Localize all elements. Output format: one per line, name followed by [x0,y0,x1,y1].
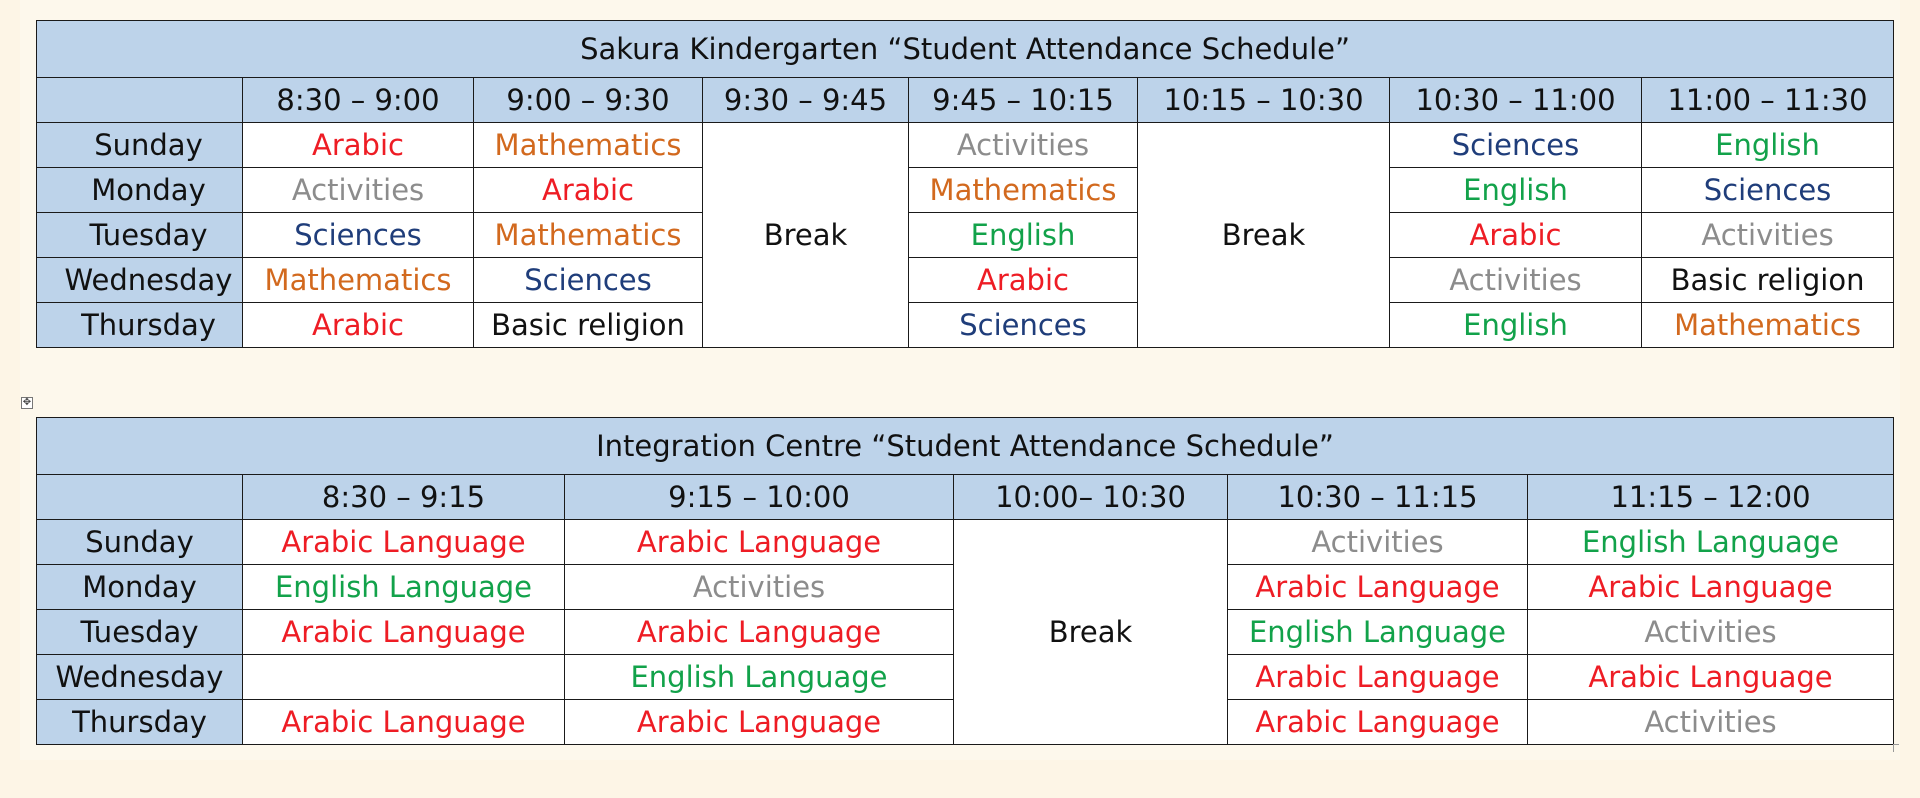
day-label[interactable]: Thursday [37,700,243,745]
subject-cell[interactable]: Basic religion [474,303,703,348]
break-cell[interactable]: Break [703,123,909,348]
subject-cell[interactable]: English [1390,168,1642,213]
subject-cell[interactable]: Mathematics [243,258,474,303]
subject-cell[interactable]: Sciences [474,258,703,303]
day-label[interactable]: Tuesday [37,610,243,655]
subject-cell[interactable]: English [1390,303,1642,348]
kindergarten-schedule-table[interactable] [36,20,1894,348]
integration-time-header[interactable]: 8:30 – 9:15 [243,475,565,520]
subject-cell[interactable]: Sciences [909,303,1138,348]
day-label[interactable]: Tuesday [37,213,243,258]
subject-cell[interactable]: Activities [565,565,954,610]
table-row [37,168,1894,213]
table-row [37,213,1894,258]
subject-cell[interactable]: Arabic Language [565,700,954,745]
end-of-cell-mark [1893,744,1899,752]
kindergarten-time-header[interactable]: 11:00 – 11:30 [1642,78,1894,123]
subject-cell[interactable]: Arabic [909,258,1138,303]
subject-cell[interactable]: Activities [243,168,474,213]
subject-cell[interactable]: Arabic Language [565,520,954,565]
subject-cell[interactable]: Arabic Language [1528,565,1894,610]
subject-cell[interactable]: Arabic Language [1528,655,1894,700]
subject-cell[interactable]: English Language [565,655,954,700]
subject-cell[interactable]: Sciences [243,213,474,258]
table-row [37,520,1894,565]
kindergarten-corner-cell[interactable] [37,78,243,123]
subject-cell[interactable]: Basic religion [1642,258,1894,303]
subject-cell[interactable]: Arabic Language [243,610,565,655]
subject-cell[interactable]: English [1642,123,1894,168]
subject-cell[interactable]: Arabic [1390,213,1642,258]
kindergarten-table-title[interactable]: Sakura Kindergarten “Student Attendance Schedule” [37,21,1894,78]
subject-cell[interactable]: Activities [1528,610,1894,655]
subject-cell[interactable]: Arabic [474,168,703,213]
subject-cell[interactable]: English Language [1528,520,1894,565]
subject-cell[interactable]: English Language [243,565,565,610]
subject-cell[interactable]: English [909,213,1138,258]
integration-time-header[interactable]: 9:15 – 10:00 [565,475,954,520]
table-row [37,258,1894,303]
subject-cell[interactable]: Arabic Language [565,610,954,655]
subject-cell[interactable]: Activities [1390,258,1642,303]
subject-cell[interactable]: Activities [1228,520,1528,565]
subject-cell[interactable]: Activities [1528,700,1894,745]
integration-table-title[interactable]: Integration Centre “Student Attendance Schedule” [37,418,1894,475]
integration-time-header[interactable]: 11:15 – 12:00 [1528,475,1894,520]
kindergarten-time-header[interactable]: 10:15 – 10:30 [1138,78,1390,123]
subject-cell[interactable]: Activities [1642,213,1894,258]
kindergarten-time-header[interactable]: 8:30 – 9:00 [243,78,474,123]
day-label[interactable]: Thursday [37,303,243,348]
move-icon[interactable]: ✥ [22,397,32,408]
kindergarten-time-header[interactable]: 9:00 – 9:30 [474,78,703,123]
integration-time-header[interactable]: 10:00– 10:30 [954,475,1228,520]
table-row [37,123,1894,168]
subject-cell[interactable]: Arabic [243,303,474,348]
kindergarten-table-wrapper [36,20,1894,348]
integration-schedule-table[interactable] [36,417,1894,745]
subject-cell[interactable]: Mathematics [1642,303,1894,348]
day-label[interactable]: Wednesday [37,258,243,303]
subject-cell[interactable]: Arabic Language [243,700,565,745]
day-label[interactable]: Sunday [37,123,243,168]
subject-cell[interactable]: Arabic Language [1228,655,1528,700]
day-label[interactable]: Monday [37,168,243,213]
subject-cell[interactable]: Mathematics [474,213,703,258]
subject-cell[interactable]: Arabic Language [1228,700,1528,745]
day-label[interactable]: Wednesday [37,655,243,700]
break-cell[interactable]: Break [1138,123,1390,348]
kindergarten-time-header[interactable]: 9:45 – 10:15 [909,78,1138,123]
subject-cell[interactable] [243,655,565,700]
subject-cell[interactable]: Mathematics [909,168,1138,213]
day-label[interactable]: Monday [37,565,243,610]
integration-time-header[interactable]: 10:30 – 11:15 [1228,475,1528,520]
subject-cell[interactable]: Sciences [1390,123,1642,168]
subject-cell[interactable]: Arabic Language [1228,565,1528,610]
day-label[interactable]: Sunday [37,520,243,565]
subject-cell[interactable]: Arabic [243,123,474,168]
table-row [37,303,1894,348]
subject-cell[interactable]: Activities [909,123,1138,168]
kindergarten-time-header[interactable]: 9:30 – 9:45 [703,78,909,123]
integration-table-wrapper [36,417,1894,745]
break-cell[interactable]: Break [954,520,1228,745]
subject-cell[interactable]: Mathematics [474,123,703,168]
integration-corner-cell[interactable] [37,475,243,520]
subject-cell[interactable]: Arabic Language [243,520,565,565]
kindergarten-time-header[interactable]: 10:30 – 11:00 [1390,78,1642,123]
subject-cell[interactable]: Sciences [1642,168,1894,213]
subject-cell[interactable]: English Language [1228,610,1528,655]
